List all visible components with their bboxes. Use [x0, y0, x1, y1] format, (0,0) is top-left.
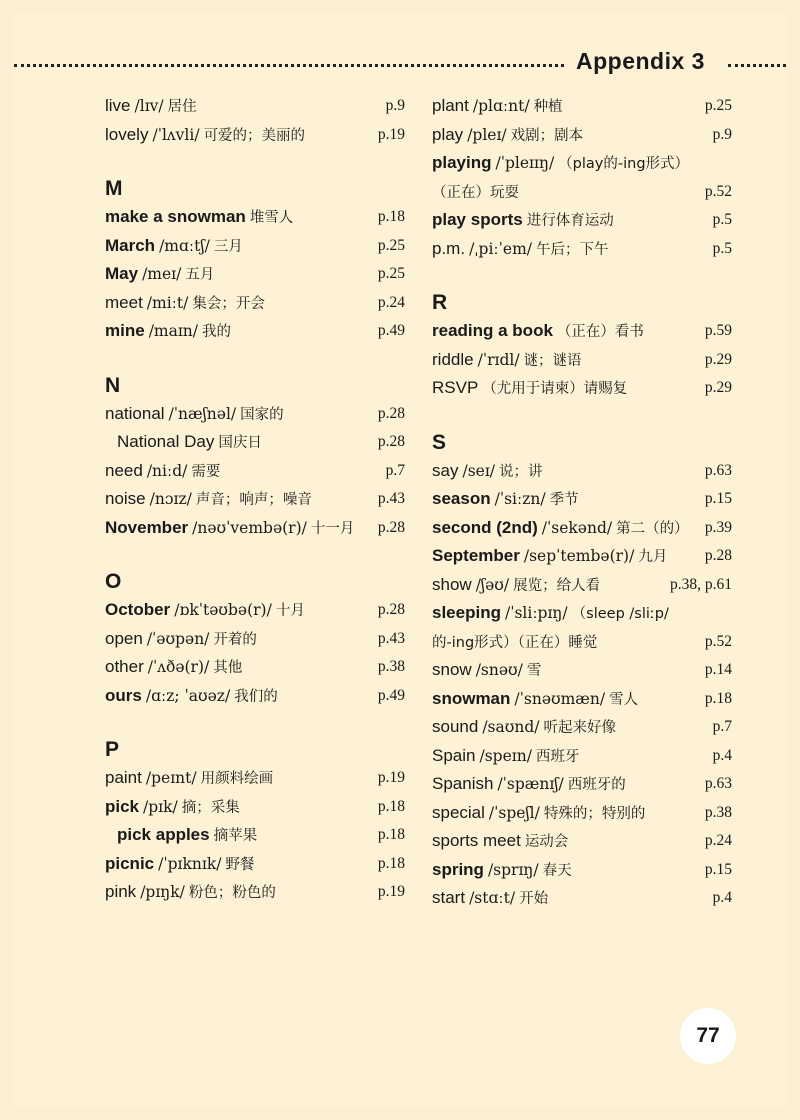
- entry-phonetic: /ˈspeʃl/: [488, 803, 540, 822]
- entry-word: make a snowman: [105, 207, 246, 226]
- entry-phonetic: /ˈəʊpən/: [146, 629, 210, 648]
- entry-text: [105, 850, 254, 880]
- entry-text: [432, 485, 579, 515]
- vocabulary-entry: [105, 457, 405, 486]
- entry-word: November: [105, 517, 189, 537]
- entry-text: [105, 514, 354, 544]
- entry-chinese-meaning: 堆雪人: [249, 210, 294, 226]
- entry-text: [105, 121, 305, 151]
- vocabulary-entry: [432, 317, 732, 346]
- entry-page-reference: p.18: [377, 826, 405, 843]
- entry-chinese-meaning: （正在）看书: [556, 324, 644, 340]
- entry-word: RSVP: [432, 378, 479, 397]
- entry-phonetic: /pɪŋk/: [140, 883, 185, 901]
- entry-phonetic: /nɔɪz/: [149, 490, 192, 508]
- entry-text: [432, 149, 689, 179]
- entry-phonetic: /ɒkˈtəʊbə(r)/: [174, 601, 272, 619]
- entry-phonetic: /maɪn/: [148, 322, 199, 340]
- entry-text: [432, 92, 563, 122]
- entry-chinese-meaning: 可爱的；美丽的: [203, 127, 306, 144]
- entry-phonetic: /sprɪŋ/: [487, 860, 539, 879]
- entry-phonetic: /ˈsiːzn/: [494, 490, 546, 508]
- vocabulary-entry: [432, 571, 732, 600]
- page-number-badge: 77: [680, 1008, 736, 1064]
- entry-page-reference: p.19: [377, 769, 405, 786]
- entry-word: lovely: [105, 124, 149, 144]
- entry-chinese-meaning: 的-ing形式）（正在）睡觉: [432, 634, 598, 651]
- header-dotted-rule-right: [728, 64, 786, 67]
- entry-word: playing: [432, 153, 492, 172]
- entry-word: snow: [432, 660, 472, 679]
- entry-chinese-meaning: 五月: [185, 267, 215, 283]
- entry-page-reference: p.4: [712, 889, 732, 906]
- entry-phonetic: /ˈʌðə(r)/: [147, 658, 210, 676]
- vocabulary-entry: [432, 514, 732, 543]
- entry-text: [105, 428, 262, 458]
- entry-page-reference: p.25: [704, 97, 732, 114]
- entry-text: [432, 884, 548, 914]
- entry-word: Spain: [432, 745, 476, 765]
- entry-text: [432, 542, 667, 572]
- vocabulary-entry: [105, 625, 405, 654]
- entry-chinese-meaning: 需要: [191, 463, 221, 480]
- vocabulary-entry: [432, 685, 732, 714]
- entry-chinese-meaning: （正在）玩耍: [432, 184, 519, 201]
- entry-phonetic: /ˈsnəʊmæn/: [514, 689, 606, 708]
- entry-page-reference: p.43: [377, 629, 405, 647]
- section-letter-heading: M: [105, 177, 123, 200]
- entry-word: open: [105, 628, 143, 648]
- entry-text: [432, 178, 519, 208]
- vocabulary-entry: [105, 682, 405, 711]
- vocabulary-entry: [105, 596, 405, 625]
- entry-phonetic: /lɪv/: [134, 97, 164, 115]
- entry-page-reference: p.24: [377, 293, 405, 311]
- vocabulary-entry: [432, 770, 732, 799]
- entry-chinese-meaning: 听起来好像: [543, 720, 616, 736]
- entry-page-reference: p.14: [704, 661, 732, 678]
- entry-text: [105, 596, 305, 626]
- entry-page-reference: p.19: [377, 125, 405, 143]
- entry-word: noise: [105, 489, 146, 508]
- entry-chinese-meaning: 西班牙: [535, 748, 580, 765]
- entry-chinese-meaning: 声音；响声；噪音: [195, 492, 312, 508]
- entry-text: [432, 121, 583, 151]
- entry-word: say: [432, 460, 459, 480]
- entry-phonetic: /nəʊˈvembə(r)/: [192, 518, 307, 537]
- vocabulary-entry: [432, 178, 732, 207]
- entry-word: play sports: [432, 210, 523, 229]
- entry-chinese-meaning: 其他: [213, 660, 243, 676]
- header-dotted-rule-left: [14, 64, 564, 67]
- entry-chinese-meaning: 午后；下午: [536, 241, 609, 258]
- vocabulary-entry: [105, 764, 405, 793]
- vocabulary-entry: [432, 346, 732, 375]
- entry-word: National Day: [117, 432, 215, 451]
- entry-text: [432, 685, 638, 715]
- entry-chinese-meaning: 开着的: [213, 631, 257, 648]
- entry-chinese-meaning: 雪人: [609, 691, 639, 708]
- entry-page-reference: p.7: [385, 461, 405, 479]
- word-list-right-column: [432, 92, 732, 913]
- entry-word: spring: [432, 859, 484, 879]
- vocabulary-entry: [105, 514, 405, 543]
- entry-phonetic: /miːt/: [146, 293, 189, 312]
- entry-page-reference: p.5: [712, 239, 732, 257]
- entry-text: [105, 821, 257, 851]
- entry-text: [432, 856, 572, 886]
- entry-text: [432, 317, 644, 347]
- entry-chinese-meaning: 摘苹果: [213, 828, 258, 844]
- entry-page-reference: p.18: [704, 689, 732, 707]
- entry-text: [432, 514, 689, 544]
- entry-chinese-meaning: 展览；给人看: [513, 577, 601, 594]
- vocabulary-entry: [105, 121, 405, 150]
- entry-chinese-meaning: 戏剧；剧本: [510, 127, 584, 144]
- entry-text: [432, 713, 616, 743]
- entry-text: [432, 742, 579, 772]
- entry-word: snowman: [432, 688, 511, 708]
- vocabulary-entry: [432, 542, 732, 571]
- entry-phonetic: /seɪ/: [462, 461, 495, 480]
- entry-word: mine: [105, 321, 145, 340]
- entry-phonetic: /pleɪ/: [467, 125, 507, 144]
- entry-phonetic: /stɑːt/: [469, 889, 516, 907]
- entry-word: May: [105, 264, 139, 283]
- entry-chinese-meaning: 我们的: [234, 688, 278, 705]
- entry-chinese-meaning: （尤用于请柬）请赐复: [482, 381, 628, 397]
- entry-text: [105, 793, 240, 823]
- entry-word: start: [432, 888, 466, 907]
- section-letter-heading: N: [105, 373, 121, 397]
- entry-word: other: [105, 657, 144, 676]
- entry-chinese-meaning: 春天: [542, 862, 572, 879]
- vocabulary-entry: [105, 485, 405, 514]
- entry-word: show: [432, 574, 472, 594]
- entry-text: [432, 457, 543, 487]
- entry-text: [432, 346, 582, 376]
- entry-phonetic: /ˈrɪdl/: [477, 350, 520, 369]
- entry-chinese-meaning: 雪: [526, 663, 542, 679]
- entry-chinese-meaning: 说；讲: [499, 463, 543, 480]
- entry-chinese-meaning: 第二（的）: [616, 520, 689, 537]
- entry-text: [105, 260, 214, 290]
- entry-phonetic: /ˈlʌvli/: [152, 125, 200, 144]
- section-letter-heading: S: [432, 430, 447, 454]
- entry-word: live: [105, 96, 131, 115]
- vocabulary-entry: [105, 400, 405, 429]
- entry-word: riddle: [432, 349, 474, 369]
- vocabulary-entry: [432, 235, 732, 264]
- entry-chinese-meaning: （sleep /sliːp/: [571, 606, 669, 622]
- entry-chinese-meaning: 国家的: [240, 406, 284, 423]
- entry-page-reference: p.18: [377, 854, 405, 872]
- entry-word: national: [105, 403, 165, 423]
- section-letter-heading: O: [105, 570, 122, 593]
- entry-phonetic: /ˈsekənd/: [541, 518, 613, 537]
- entry-text: [105, 682, 278, 712]
- entry-word: need: [105, 460, 143, 480]
- entry-text: [432, 235, 609, 265]
- entry-phonetic: /sepˈtembə(r)/: [523, 547, 635, 565]
- entry-page-reference: p.52: [704, 182, 732, 200]
- entry-page-reference: p.9: [385, 97, 405, 114]
- entry-text: [105, 878, 276, 908]
- entry-text: [432, 628, 597, 658]
- entry-page-reference: p.9: [712, 125, 732, 143]
- vocabulary-entry: [105, 428, 405, 457]
- entry-page-reference: p.52: [704, 632, 732, 650]
- entry-text: [105, 457, 220, 487]
- entry-page-reference: p.25: [377, 236, 405, 254]
- entry-page-reference: p.24: [704, 832, 732, 849]
- entry-page-reference: p.43: [377, 490, 405, 507]
- entry-chinese-meaning: 西班牙的: [567, 777, 626, 793]
- entry-word: sleeping: [432, 603, 501, 622]
- vocabulary-entry: [105, 92, 405, 121]
- vocabulary-entry: [105, 821, 405, 850]
- entry-chinese-meaning: 野餐: [225, 856, 255, 873]
- entry-page-reference: p.38: [377, 658, 405, 675]
- entry-phonetic: /speɪn/: [479, 746, 532, 765]
- entry-text: [432, 206, 614, 236]
- entry-word: March: [105, 235, 156, 255]
- entry-chinese-meaning: 粉色；粉色的: [188, 885, 276, 901]
- entry-chinese-meaning: 季节: [549, 492, 579, 508]
- vocabulary-entry: [432, 121, 732, 150]
- entry-page-reference: p.18: [377, 208, 405, 225]
- entry-word: September: [432, 546, 520, 565]
- entry-page-reference: p.4: [712, 746, 732, 764]
- entry-phonetic: /peɪnt/: [145, 769, 197, 787]
- section-letter-heading: P: [105, 738, 120, 761]
- vocabulary-entry: [105, 653, 405, 682]
- entry-chinese-meaning: 十一月: [310, 520, 355, 537]
- entry-text: [105, 625, 257, 655]
- vocabulary-entry: [432, 374, 732, 403]
- entry-page-reference: p.39: [704, 518, 732, 536]
- vocabulary-entry: [432, 599, 732, 628]
- entry-page-reference: p.15: [704, 490, 732, 507]
- entry-page-reference: p.28: [377, 601, 405, 618]
- entry-page-reference: p.29: [704, 379, 732, 396]
- vocabulary-entry: [105, 850, 405, 879]
- entry-word: pick: [105, 796, 140, 816]
- entry-word: picnic: [105, 853, 155, 873]
- entry-phonetic: /ˈpleɪɪŋ/: [495, 154, 555, 172]
- entry-word: paint: [105, 768, 142, 787]
- entry-text: [432, 656, 541, 686]
- vocabulary-entry: [105, 878, 405, 907]
- entry-page-reference: p.49: [377, 686, 405, 704]
- vocabulary-entry: [432, 799, 732, 828]
- vocabulary-entry: [105, 793, 405, 822]
- entry-text: [432, 599, 669, 629]
- entry-phonetic: /plɑːnt/: [472, 97, 530, 115]
- entry-phonetic: /ʃəʊ/: [475, 575, 510, 594]
- entry-word: sound: [432, 717, 479, 736]
- vocabulary-entry: [432, 485, 732, 514]
- entry-word: October: [105, 600, 171, 619]
- vocabulary-entry: [105, 203, 405, 232]
- word-list-left-column: [105, 92, 405, 907]
- entry-text: [105, 232, 243, 262]
- entry-page-reference: p.28: [704, 547, 732, 564]
- entry-text: [432, 374, 627, 404]
- entry-chinese-meaning: 国庆日: [218, 435, 262, 451]
- entry-text: [432, 827, 568, 857]
- entry-chinese-meaning: 种植: [533, 99, 563, 115]
- entry-page-reference: p.7: [712, 718, 732, 735]
- vocabulary-entry: [432, 742, 732, 771]
- vocabulary-entry: [432, 457, 732, 486]
- entry-page-reference: p.28: [377, 404, 405, 422]
- entry-phonetic: /meɪ/: [142, 265, 182, 283]
- entry-text: [105, 653, 242, 683]
- entry-phonetic: /ˈnæʃnəl/: [168, 404, 237, 423]
- entry-page-reference: p.18: [377, 797, 405, 815]
- entry-page-reference: p.28: [377, 433, 405, 450]
- entry-word: play: [432, 124, 464, 144]
- entry-text: [432, 770, 626, 800]
- entry-text: [105, 203, 293, 233]
- vocabulary-entry: [432, 206, 732, 235]
- vocabulary-entry: [432, 884, 732, 913]
- entry-phonetic: /ɑːz; ˈaʊəz/: [145, 686, 231, 705]
- vocabulary-entry: [432, 827, 732, 856]
- entry-page-reference: p.63: [704, 461, 732, 479]
- entry-page-reference: p.38, p.61: [670, 575, 732, 593]
- entry-word: sports meet: [432, 831, 521, 850]
- entry-text: [105, 317, 231, 347]
- entry-word: p.m.: [432, 238, 466, 258]
- entry-phonetic: /saʊnd/: [482, 718, 540, 736]
- entry-page-reference: p.38: [704, 803, 732, 821]
- entry-page-reference: p.15: [704, 860, 732, 878]
- entry-text: [105, 485, 312, 515]
- entry-phonetic: /mɑːtʃ/: [159, 236, 210, 255]
- vocabulary-entry: [432, 149, 732, 178]
- entry-chinese-meaning: 三月: [213, 238, 243, 255]
- entry-text: [432, 571, 600, 601]
- entry-word: special: [432, 802, 485, 822]
- entry-phonetic: /ˈspænɪʃ/: [497, 775, 564, 793]
- appendix-header: [0, 48, 800, 78]
- entry-word: plant: [432, 96, 469, 115]
- entry-chinese-meaning: 谜；谜语: [523, 352, 582, 369]
- vocabulary-entry: [432, 628, 732, 657]
- entry-phonetic: /ˈsliːpɪŋ/: [504, 604, 568, 622]
- vocabulary-entry: [432, 856, 732, 885]
- entry-text: [105, 400, 284, 430]
- entry-page-reference: p.59: [704, 322, 732, 339]
- entry-page-reference: p.5: [712, 211, 732, 228]
- entry-phonetic: /ˌpiːˈem/: [469, 239, 533, 258]
- entry-word: meet: [105, 292, 143, 312]
- entry-word: second (2nd): [432, 517, 538, 537]
- entry-chinese-meaning: 开始: [519, 891, 549, 907]
- entry-phonetic: /niːd/: [146, 461, 188, 480]
- entry-chinese-meaning: 特殊的；特别的: [543, 805, 646, 822]
- appendix-title: Appendix 3: [576, 48, 705, 74]
- entry-chinese-meaning: 摘；采集: [181, 799, 240, 816]
- entry-text: [105, 289, 265, 319]
- entry-page-reference: p.19: [377, 883, 405, 900]
- entry-page-reference: p.63: [704, 775, 732, 792]
- entry-page-reference: p.28: [377, 518, 405, 536]
- entry-chinese-meaning: 进行体育运动: [526, 213, 614, 229]
- entry-word: pink: [105, 882, 137, 901]
- entry-phonetic: /snəʊ/: [475, 661, 523, 679]
- entry-phonetic: /pɪk/: [143, 797, 178, 816]
- entry-page-reference: p.25: [377, 265, 405, 282]
- vocabulary-entry: [432, 92, 732, 121]
- entry-word: ours: [105, 685, 142, 705]
- vocabulary-entry: [105, 289, 405, 318]
- entry-phonetic: /ˈpɪknɪk/: [158, 854, 222, 873]
- vocabulary-entry: [105, 232, 405, 261]
- entry-chinese-meaning: 居住: [167, 99, 197, 115]
- vocabulary-entry: [105, 260, 405, 289]
- entry-text: [105, 92, 197, 122]
- entry-chinese-meaning: 用颜料绘画: [200, 771, 274, 787]
- entry-chinese-meaning: （play的-ing形式）: [558, 156, 690, 172]
- entry-text: [105, 764, 273, 794]
- entry-word: pick apples: [117, 825, 210, 844]
- entry-chinese-meaning: 九月: [638, 549, 668, 565]
- entry-page-reference: p.49: [377, 322, 405, 339]
- vocabulary-entry: [432, 713, 732, 742]
- entry-text: [432, 799, 645, 829]
- section-letter-heading: R: [432, 291, 448, 314]
- entry-chinese-meaning: 集会；开会: [192, 295, 265, 312]
- vocabulary-entry: [432, 656, 732, 685]
- entry-word: Spanish: [432, 774, 494, 793]
- entry-page-reference: p.29: [704, 350, 732, 368]
- entry-word: season: [432, 489, 491, 508]
- entry-word: reading a book: [432, 321, 553, 340]
- vocabulary-entry: [105, 317, 405, 346]
- entry-chinese-meaning: 运动会: [524, 834, 569, 850]
- entry-chinese-meaning: 十月: [275, 603, 305, 619]
- entry-chinese-meaning: 我的: [202, 324, 232, 340]
